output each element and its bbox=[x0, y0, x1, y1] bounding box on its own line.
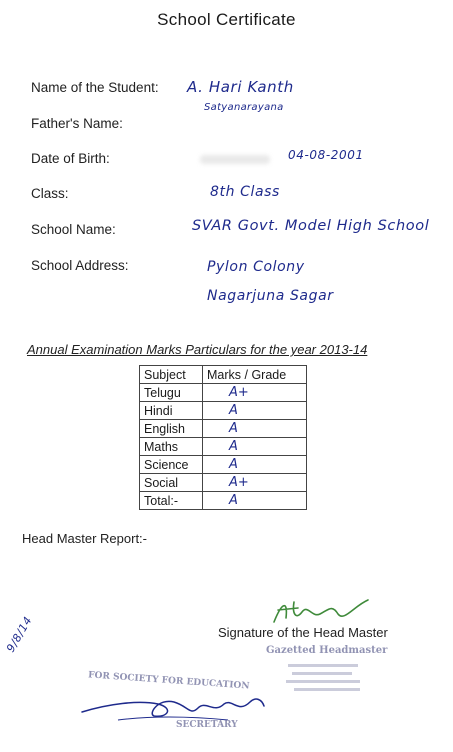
grade-cell: A+ bbox=[203, 474, 307, 492]
subject-cell: Social bbox=[140, 474, 203, 492]
signature-label: Signature of the Head Master bbox=[218, 625, 388, 640]
subject-cell: English bbox=[140, 420, 203, 438]
certificate-title: School Certificate bbox=[157, 10, 296, 29]
marks-table bbox=[139, 365, 307, 510]
grade-cell: A bbox=[203, 492, 307, 510]
table-row bbox=[140, 456, 307, 474]
address-line-1: Pylon Colony bbox=[207, 259, 305, 275]
secretary-stamp-top: FOR SOCIETY FOR EDUCATION bbox=[87, 670, 250, 692]
subject-column-header: Subject bbox=[140, 366, 203, 384]
school-address-label: School Address: bbox=[31, 258, 129, 273]
head-master-report-label: Head Master Report:- bbox=[22, 531, 147, 546]
father-name-value: Satyanarayana bbox=[204, 102, 284, 113]
grade-column-header: Marks / Grade bbox=[203, 366, 307, 384]
address-line-2: Nagarjuna Sagar bbox=[207, 288, 334, 304]
headmaster-stamp: Gazetted Headmaster bbox=[266, 645, 388, 656]
student-name-value: A. Hari Kanth bbox=[187, 78, 294, 96]
subject-cell: Maths bbox=[140, 438, 203, 456]
grade-cell: A bbox=[203, 402, 307, 420]
table-row bbox=[140, 438, 307, 456]
grade-cell: A bbox=[203, 420, 307, 438]
class-value: 8th Class bbox=[210, 184, 280, 200]
table-row bbox=[140, 384, 307, 402]
school-name-value: SVAR Govt. Model High School bbox=[192, 218, 430, 234]
subject-cell: Total:- bbox=[140, 492, 203, 510]
table-header-row bbox=[140, 366, 307, 384]
subject-cell: Hindi bbox=[140, 402, 203, 420]
secretary-stamp-bottom: SECRETARY bbox=[176, 720, 238, 730]
table-row bbox=[140, 402, 307, 420]
grade-cell: A bbox=[203, 456, 307, 474]
class-label: Class: bbox=[31, 186, 69, 201]
marks-heading: Annual Examination Marks Particulars for the year 2013-14 bbox=[27, 342, 368, 357]
subject-cell: Telugu bbox=[140, 384, 203, 402]
table-row bbox=[140, 474, 307, 492]
grade-cell: A+ bbox=[203, 384, 307, 402]
dob-label: Date of Birth: bbox=[31, 151, 110, 166]
table-row bbox=[140, 492, 307, 510]
student-name-label: Name of the Student: bbox=[31, 80, 159, 95]
subject-cell: Science bbox=[140, 456, 203, 474]
stamp-smudge bbox=[282, 660, 374, 700]
secretary-signature bbox=[78, 690, 268, 726]
table-row bbox=[140, 420, 307, 438]
school-name-label: School Name: bbox=[31, 222, 116, 237]
redacted-area bbox=[200, 155, 270, 164]
handwritten-date: 9/8/14 bbox=[4, 614, 35, 655]
grade-cell: A bbox=[203, 438, 307, 456]
father-name-label: Father's Name: bbox=[31, 116, 123, 131]
dob-value: 04-08-2001 bbox=[288, 148, 364, 162]
